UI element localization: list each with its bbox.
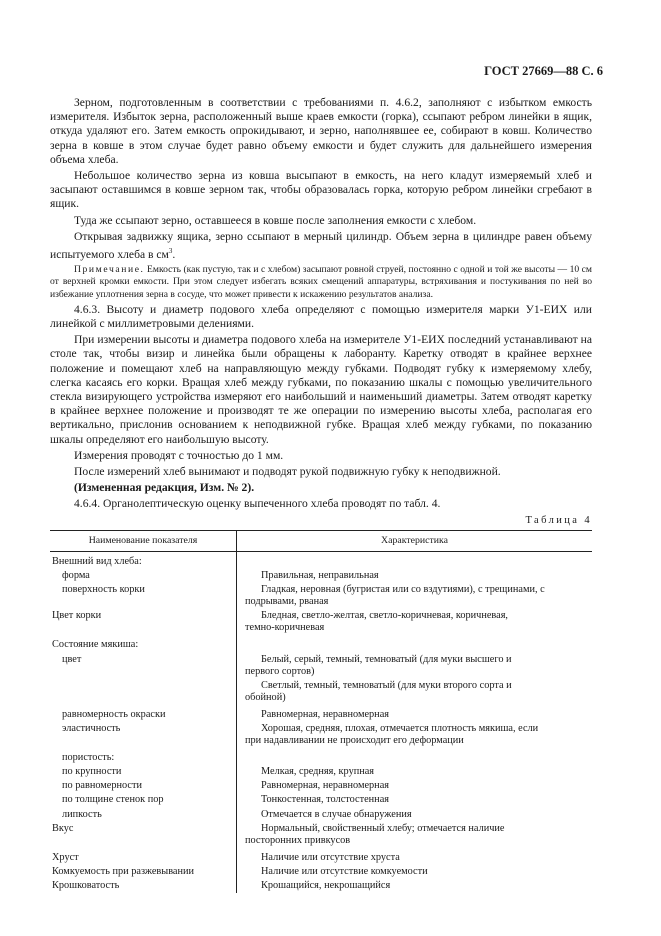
section-4-6-3: 4.6.3. Высоту и диаметр подового хлеба определяют с помощью измерителя марки У1-ЕИХ или линейкой с миллиметровыми делениями. [50, 302, 592, 330]
row-name: Цвет корки [50, 609, 237, 635]
row-value: Крошащийся, некрошащийся [261, 880, 391, 891]
row-value-continuation: при надавливании не происходит его деформации [245, 735, 464, 747]
row-value: Равномерная, неравномерная [261, 780, 389, 792]
table-row [50, 808, 592, 822]
amendment-note: (Измененная редакция, Изм. № 2). [74, 481, 255, 495]
row-name: по крупности [50, 765, 237, 779]
row-name: по равномерности [50, 779, 237, 793]
paragraph: При измерении высоты и диаметра подового хлеба на измерителе У1-ЕИХ последний устанавливают на столе так, чтобы визир и линейка были обращены к лаборанту. Каретку отводят в крайнее верхнее положение и помещают хлеб на направляющую между губками. Подводят губку к измеряемому хлебу, слегка касаясь его корки. Вращая хлеб между губками, по показанию шкалы с помощью увеличительного стекла визирующего устройства измеряют его наибольший и наименьший диаметры. Затем отводят каретку в крайнее верхнее положение и производят те же операции по измерению высоты хлеба, располагая его вертикально, прислонив основанием к неподвижной губке. Вращая хлеб между губками, по показанию шкалы определяют его наибольшую высоту. [50, 333, 592, 446]
row-value: Равномерная, неравномерная [261, 708, 389, 720]
column-header-name: Наименование показателя [50, 530, 237, 551]
row-value-continuation: первого сортов) [245, 665, 315, 677]
row-value [237, 679, 593, 705]
note-label: Примечание. [74, 264, 145, 276]
row-name: равномерность окраски [50, 705, 237, 722]
section-4-6-4: 4.6.4. Органолептическую оценку выпеченного хлеба проводят по табл. 4. [74, 497, 441, 511]
table-row [50, 793, 592, 807]
row-value-continuation: обойной) [245, 691, 286, 703]
row-name: эластичность [50, 722, 237, 748]
paragraph: Зерном, подготовленным в соответствии с требованиями п. 4.6.2, заполняют с избытком емкость измерителя. Избыток зерна, расположенный выше краев емкости (горка), ссыпают ребром линейки в ящик, откуда удаляют его. Затем емкость опрокидывают, и зерно, наполнявшее ее, собирают в ковш. Количество зерна в ковше в этом случае будет равно объему емкости и будет служить для дальнейшего измерения объема хлеба. [50, 96, 592, 166]
table-header-row [50, 530, 592, 551]
row-name: Внешний вид хлеба: [50, 551, 237, 569]
row-value-continuation: темно-коричневая [245, 622, 325, 634]
paragraph: Небольшое количество зерна из ковша высыпают в емкость, на него кладут измеряемый хлеб и засыпают оставшимся в ковше зерном так, чтобы образовалась горка, которую ребром линейки сгребают в ящик. [50, 169, 592, 211]
table-row [50, 583, 592, 609]
row-value [237, 609, 593, 635]
organoleptic-table [50, 530, 592, 893]
row-value [237, 583, 593, 609]
row-value [237, 822, 593, 848]
table-row [50, 679, 592, 705]
page-header: ГОСТ 27669—88 С. 6 [484, 64, 603, 78]
note [50, 264, 592, 301]
row-value-line: Белый, серый, темный, темноватый (для муки высшего и [261, 653, 512, 665]
row-value [237, 653, 593, 679]
row-value: Отмечается в случае обнаружения [261, 808, 412, 820]
row-value-line: Светлый, темный, темноватый (для муки второго сорта и [261, 679, 512, 691]
row-value: Тонкостенная, толстостенная [261, 794, 389, 806]
row-name: Крошковатость [50, 879, 237, 893]
table-row [50, 635, 592, 652]
paragraph: После измерений хлеб вынимают и подводят рукой подвижную губку к неподвижной. [74, 464, 501, 478]
table-row [50, 653, 592, 679]
row-value-continuation: подрывами, рваная [245, 596, 329, 608]
row-name: Состояние мякиша: [50, 635, 237, 652]
row-value [237, 748, 593, 765]
row-value-line: Гладкая, неровная (бугристая или со вздутиями), с трещинами, с [261, 584, 545, 596]
table-row [50, 765, 592, 779]
row-value [237, 722, 593, 748]
row-value: Правильная, неправильная [261, 569, 379, 581]
row-value-line: Нормальный, свойственный хлебу; отмечается наличие [261, 822, 505, 834]
table-row [50, 822, 592, 848]
row-name: цвет [50, 653, 237, 679]
row-name [50, 679, 237, 705]
row-name: пористость: [50, 748, 237, 765]
paragraph: Измерения проводят с точностью до 1 мм. [74, 448, 284, 462]
table-row [50, 779, 592, 793]
table-row [50, 705, 592, 722]
row-value: Наличие или отсутствие хруста [261, 851, 400, 863]
table-row [50, 848, 592, 865]
row-value [237, 635, 593, 652]
table-row [50, 569, 592, 583]
row-name: по толщине стенок пор [50, 793, 237, 807]
row-name: липкость [50, 808, 237, 822]
table-row [50, 748, 592, 765]
row-value: Наличие или отсутствие комкуемости [261, 865, 428, 877]
paragraph-text: Открывая задвижку ящика, зерно ссыпают в мерный цилиндр. Объем зерна в цилиндре равен объему испытуемого хлеба в см [50, 229, 592, 261]
row-value [237, 551, 593, 569]
row-name: форма [50, 569, 237, 583]
row-value-continuation: посторонних привкусов [245, 834, 351, 846]
note-text: Емкость (как пустую, так и с хлебом) засыпают ровной струей, постоянно с одной и той же высоты — 10 см от верхней кромки емкости. При этом следует избегать всяких смещений аппаратуры, встряхивания и постукивания по ней во избежание уплотнения зерна в сосуде, что может привести к искажению результатов анализа. [50, 264, 592, 300]
paragraph-end: . [172, 247, 176, 261]
document-body [50, 96, 592, 893]
row-name: Комкуемость при разжевывании [50, 865, 237, 879]
column-header-value: Характеристика [237, 530, 593, 551]
table-row [50, 865, 592, 879]
row-value-line: Хорошая, средняя, плохая, отмечается плотность мякиша, если [261, 722, 539, 734]
table-row [50, 879, 592, 893]
paragraph: Туда же ссыпают зерно, оставшееся в ковше после заполнения емкости с хлебом. [74, 213, 477, 227]
row-name: Хруст [50, 848, 237, 865]
row-value-line: Бледная, светло-желтая, светло-коричневая, коричневая, [261, 610, 509, 622]
paragraph [50, 230, 592, 262]
table-row [50, 609, 592, 635]
row-value: Мелкая, средняя, крупная [261, 766, 375, 778]
table-caption: Таблица 4 [525, 514, 592, 526]
table-row [50, 722, 592, 748]
table-row [50, 551, 592, 569]
row-name: поверхность корки [50, 583, 237, 609]
row-name: Вкус [50, 822, 237, 848]
superscript: 3 [168, 247, 173, 256]
